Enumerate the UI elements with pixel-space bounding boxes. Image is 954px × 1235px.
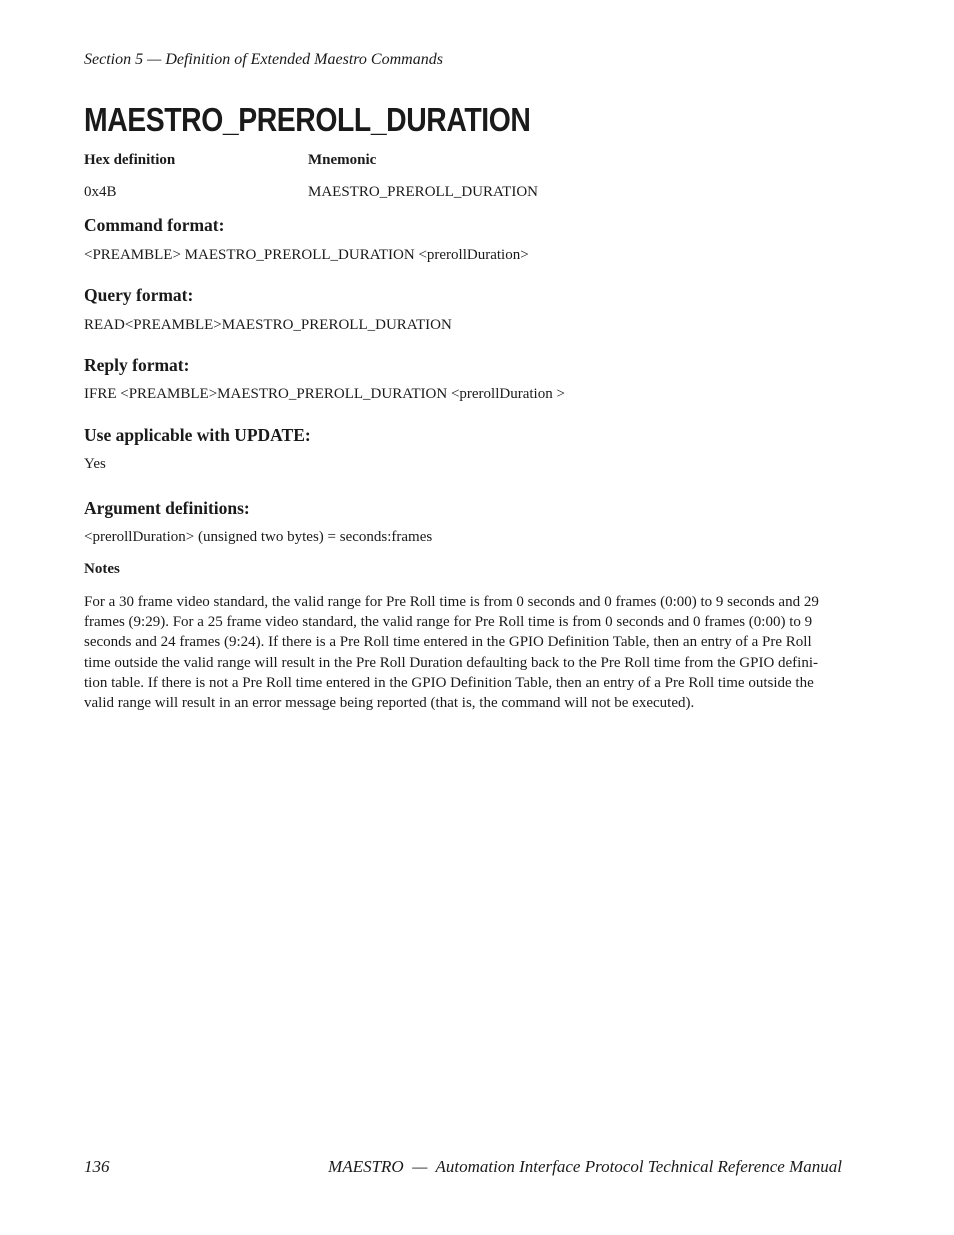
notes-line: For a 30 frame video standard, the valid range for Pre Roll time is from 0 seconds and 0 frames (0:00) to 9 seconds and 29 [84,594,819,610]
notes-paragraph [84,592,844,713]
query-format-text: READ<PREAMBLE>MAESTRO_PREROLL_DURATION [84,317,452,333]
update-heading: Use applicable with UPDATE: [84,425,311,445]
page-title: MAESTRO_PREROLL_DURATION [84,101,531,138]
notes-line: valid range will result in an error message being reported (that is, the command will not be executed). [84,695,695,712]
notes-line: tion table. If there is not a Pre Roll time entered in the GPIO Definition Table, then an entry of a Pre Roll time outside the [84,674,814,691]
page-number: 136 [84,1157,110,1176]
argument-definitions-heading: Argument definitions: [84,498,250,518]
footer-manual-title: MAESTRO — Automation Interface Protocol Technical Reference Manual [328,1157,842,1176]
mnemonic-value: MAESTRO_PREROLL_DURATION [308,184,539,200]
hex-definition-header: Hex definition [84,152,176,168]
reply-format-text: IFRE <PREAMBLE>MAESTRO_PREROLL_DURATION <prerollDuration > [84,386,565,402]
notes-line: seconds and 24 frames (9:24). If there is a Pre Roll time entered in the GPIO Definition Table, then an entry of a Pre Roll [84,634,812,651]
notes-line: frames (9:29). For a 25 frame video standard, the valid range for Pre Roll time is from 0 seconds and 0 frames (0:00) to 9 [84,614,813,631]
reply-format-heading: Reply format: [84,355,190,375]
notes-heading: Notes [84,561,120,577]
command-format-heading: Command format: [84,215,225,235]
running-head: Section 5 — Definition of Extended Maestro Commands [84,51,443,68]
notes-line: time outside the valid range will result in the Pre Roll Duration defaulting back to the Pre Roll time from the GPIO defini- [84,654,819,671]
update-text: Yes [84,456,106,472]
mnemonic-header: Mnemonic [308,152,377,168]
command-format-text: <PREAMBLE> MAESTRO_PREROLL_DURATION <prerollDuration> [84,247,529,263]
query-format-heading: Query format: [84,285,194,305]
argument-definitions-text: <prerollDuration> (unsigned two bytes) = seconds:frames [84,529,433,545]
hex-definition-value: 0x4B [84,184,117,200]
